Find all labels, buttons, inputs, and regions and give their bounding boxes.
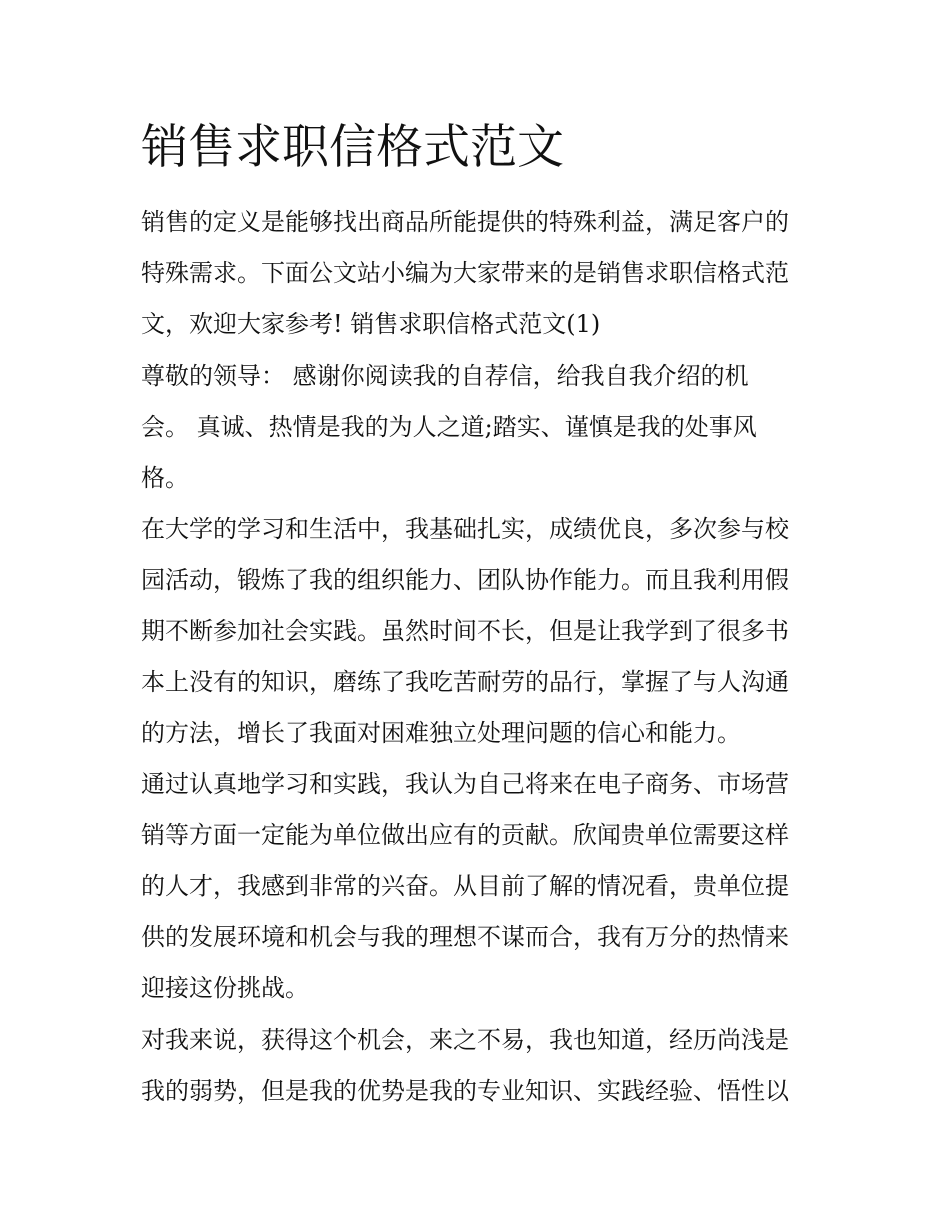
body-line: 的人才，我感到非常的兴奋。从目前了解的情况看，贵单位提 bbox=[141, 872, 789, 900]
body-line: 在大学的学习和生活中，我基础扎实，成绩优良，多次参与校 bbox=[141, 515, 789, 543]
body-line: 销售的定义是能够找出商品所能提供的特殊利益，满足客户的 bbox=[141, 208, 789, 236]
body-line: 文，欢迎大家参考! 销售求职信格式范文(1) bbox=[141, 310, 601, 338]
document-title: 销售求职信格式范文 bbox=[141, 120, 564, 175]
document-body bbox=[141, 0, 821, 1229]
body-line: 对我来说，获得这个机会，来之不易，我也知道，经历尚浅是 bbox=[141, 1026, 789, 1054]
body-line: 通过认真地学习和实践，我认为自己将来在电子商务、市场营 bbox=[141, 770, 789, 798]
body-line: 特殊需求。下面公文站小编为大家带来的是销售求职信格式范 bbox=[141, 259, 789, 287]
body-line: 销等方面一定能为单位做出应有的贡献。欣闻贵单位需要这样 bbox=[141, 821, 789, 849]
body-line: 尊敬的领导： 感谢你阅读我的自荐信，给我自我介绍的机 bbox=[141, 362, 749, 390]
body-line: 的方法，增长了我面对困难独立处理问题的信心和能力。 bbox=[141, 719, 741, 747]
body-line: 迎接这份挑战。 bbox=[141, 974, 309, 1002]
body-line: 我的弱势，但是我的优势是我的专业知识、实践经验、悟性以 bbox=[141, 1077, 789, 1105]
body-line: 期不断参加社会实践。虽然时间不长，但是让我学到了很多书 bbox=[141, 617, 789, 645]
body-line: 供的发展环境和机会与我的理想不谋而合，我有万分的热情来 bbox=[141, 923, 789, 951]
body-line: 格。 bbox=[141, 464, 189, 492]
body-line: 园活动，锻炼了我的组织能力、团队协作能力。而且我利用假 bbox=[141, 566, 789, 594]
body-line: 会。 真诚、热情是我的为人之道;踏实、谨慎是我的处事风 bbox=[141, 413, 757, 441]
body-line: 本上没有的知识，磨练了我吃苦耐劳的品行，掌握了与人沟通 bbox=[141, 668, 789, 696]
